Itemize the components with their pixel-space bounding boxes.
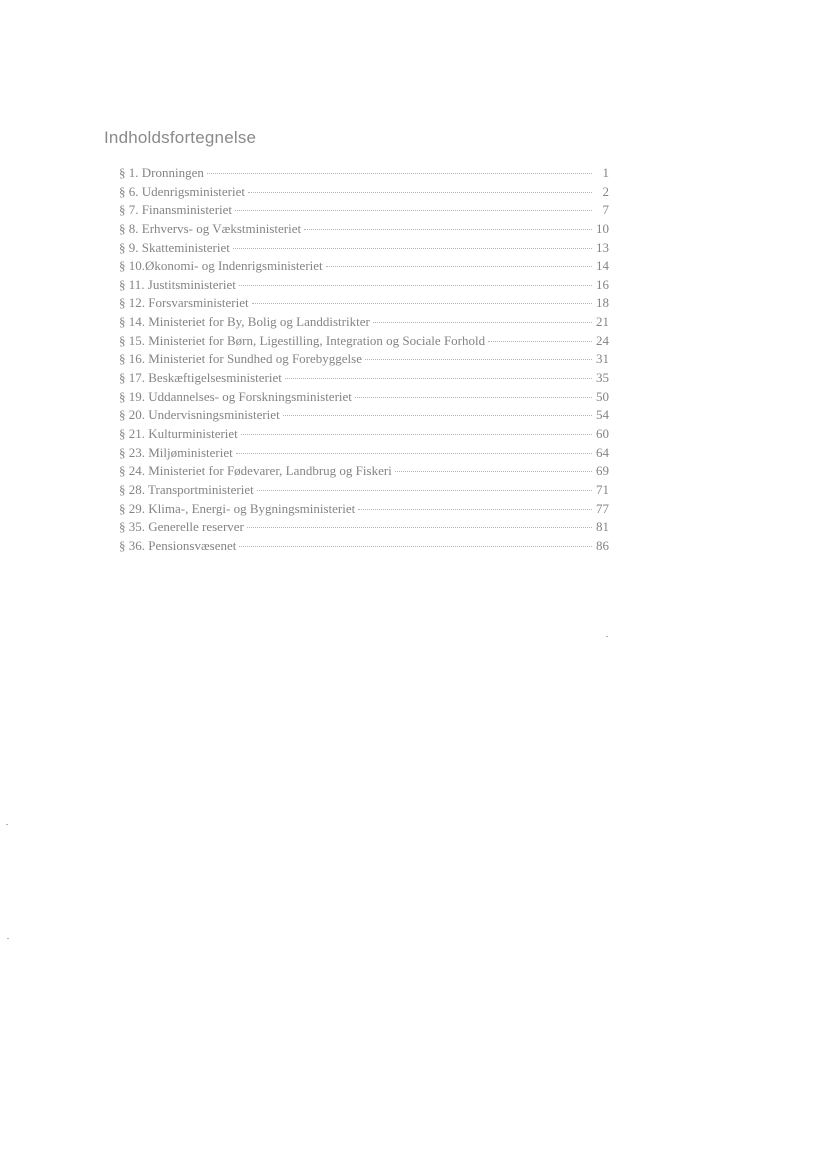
- toc-entry[interactable]: [119, 165, 609, 184]
- toc-entry[interactable]: [119, 351, 609, 370]
- toc-entry-page: 71: [596, 481, 609, 497]
- toc-entry[interactable]: [119, 370, 609, 389]
- toc-entry-page: 31: [596, 351, 609, 367]
- toc-entry-title: § 15. Ministeriet for Børn, Ligestilling, Integration og Sociale Forhold: [119, 332, 486, 348]
- dot-leader: [236, 453, 592, 454]
- toc-entry-title: § 19. Uddannelses- og Forskningsministeriet: [119, 388, 352, 404]
- dot-leader: [283, 415, 592, 416]
- dot-leader: [355, 397, 592, 398]
- toc-entry-title: § 1. Dronningen: [119, 165, 204, 180]
- dot-leader: [233, 248, 592, 249]
- dot-leader: [239, 546, 592, 547]
- toc-entry-page: 60: [596, 425, 609, 441]
- toc-entry-title: § 10.Økonomi- og Indenrigsministeriet: [119, 258, 323, 274]
- toc-entry-page: 54: [596, 407, 609, 423]
- dot-leader: [248, 192, 592, 193]
- scan-speck: [7, 938, 9, 939]
- toc-entry[interactable]: [119, 482, 609, 501]
- dot-leader: [257, 490, 592, 491]
- toc-entry-title: § 14. Ministeriet for By, Bolig og Landdistrikter: [119, 314, 370, 330]
- toc-entry-title: § 9. Skatteministeriet: [119, 239, 230, 255]
- toc-list: [119, 165, 609, 556]
- toc-entry[interactable]: [119, 501, 609, 520]
- toc-entry-page: 14: [596, 258, 609, 274]
- toc-entry-title: § 7. Finansministeriet: [119, 202, 233, 218]
- toc-entry-title: § 28. Transportministeriet: [119, 481, 254, 497]
- toc-entry[interactable]: [119, 538, 609, 557]
- dot-leader: [235, 210, 592, 211]
- toc-entry[interactable]: [119, 258, 609, 277]
- scan-speck: [606, 636, 608, 637]
- dot-leader: [365, 359, 592, 360]
- toc-entry[interactable]: [119, 202, 609, 221]
- toc-entry[interactable]: [119, 519, 609, 538]
- toc-entry-title: § 20. Undervisningsministeriet: [119, 407, 280, 423]
- dot-leader: [252, 303, 592, 304]
- toc-entry[interactable]: [119, 389, 609, 408]
- dot-leader: [241, 434, 592, 435]
- toc-entry-page: 64: [596, 444, 609, 460]
- dot-leader: [285, 378, 592, 379]
- toc-entry-page: 81: [596, 519, 609, 535]
- toc-heading: Indholdsfortegnelse: [104, 128, 257, 147]
- toc-entry-title: § 35. Generelle reserver: [119, 519, 244, 535]
- toc-entry[interactable]: [119, 184, 609, 203]
- dot-leader: [395, 471, 592, 472]
- dot-leader: [326, 266, 592, 267]
- toc-entry-page: 77: [596, 500, 609, 516]
- toc-entry-page: 2: [602, 183, 609, 199]
- toc-entry-title: § 36. Pensionsvæsenet: [119, 537, 237, 553]
- toc-entry-title: § 17. Beskæftigelsesministeriet: [119, 370, 282, 386]
- toc-entry-page: 86: [596, 537, 609, 553]
- toc-entry-page: 50: [596, 388, 609, 404]
- dot-leader: [247, 527, 592, 528]
- toc-entry[interactable]: [119, 426, 609, 445]
- dot-leader: [373, 322, 592, 323]
- dot-leader: [239, 285, 592, 286]
- toc-entry-page: 1: [602, 165, 609, 180]
- toc-entry-page: 13: [596, 239, 609, 255]
- toc-entry-title: § 11. Justitsministeriet: [119, 276, 236, 292]
- dot-leader: [488, 341, 592, 342]
- dot-leader: [358, 509, 592, 510]
- toc-entry-page: 69: [596, 463, 609, 479]
- toc-entry-page: 21: [596, 314, 609, 330]
- toc-entry[interactable]: [119, 314, 609, 333]
- toc-entry[interactable]: [119, 445, 609, 464]
- toc-entry-title: § 8. Erhvervs- og Vækstministeriet: [119, 220, 302, 236]
- toc-entry-title: § 6. Udenrigsministeriet: [119, 183, 246, 199]
- scan-speck: [6, 824, 8, 825]
- toc-entry[interactable]: [119, 277, 609, 296]
- dot-leader: [304, 229, 592, 230]
- toc-entry-title: § 12. Forsvarsministeriet: [119, 295, 249, 311]
- toc-entry-title: § 16. Ministeriet for Sundhed og Forebyggelse: [119, 351, 362, 367]
- toc-entry-page: 10: [596, 220, 609, 236]
- toc-entry-title: § 24. Ministeriet for Fødevarer, Landbrug og Fiskeri: [119, 463, 392, 479]
- dot-leader: [207, 173, 592, 174]
- toc-entry-title: § 23. Miljøministeriet: [119, 444, 233, 460]
- toc-entry-page: 24: [596, 332, 609, 348]
- toc-entry[interactable]: [119, 240, 609, 259]
- toc-entry-page: 18: [596, 295, 609, 311]
- toc-entry[interactable]: [119, 295, 609, 314]
- toc-entry[interactable]: [119, 407, 609, 426]
- toc-entry-title: § 29. Klima-, Energi- og Bygningsministeriet: [119, 500, 356, 516]
- toc-entry-title: § 21. Kulturministeriet: [119, 425, 238, 441]
- toc-entry[interactable]: [119, 221, 609, 240]
- toc-entry[interactable]: [119, 463, 609, 482]
- toc-entry-page: 35: [596, 370, 609, 386]
- toc-entry[interactable]: [119, 333, 609, 352]
- toc-entry-page: 7: [602, 202, 609, 218]
- toc-entry-page: 16: [596, 276, 609, 292]
